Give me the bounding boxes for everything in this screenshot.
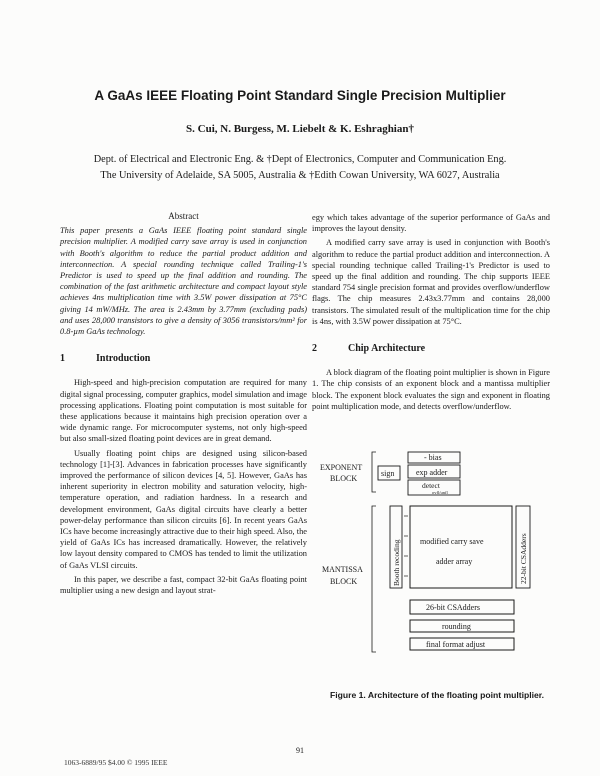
affiliation-line-2: The University of Adelaide, SA 5005, Australia & †Edith Cowan University, WA 6027, Australia <box>100 170 500 181</box>
architecture-block-diagram <box>318 446 550 678</box>
final-format-adjust-label: final format adjust <box>426 640 486 649</box>
figure-caption: Figure 1. Architecture of the floating point multiplier. <box>330 690 545 700</box>
page-number: 91 <box>296 746 304 755</box>
right-column <box>312 212 550 415</box>
summary-paragraph: A modified carry save array is used in conjunction with Booth's algorithm to reduce the partial product addition and interconnection. A special rounding technique called Trailing-1's Predictor is used to speed up the final addition and rounding. The chip supports IEEE standard 754 single precision format and provides overflow/underflow flags. The chip measures 2.43x3.77mm and contains 28,000 transistors. The simulated result of the multiplication time for the chip is 4ns, with 3.5W power dissipation at 75°C. <box>312 238 550 326</box>
copyright-footer: 1063-6889/95 $4.00 © 1995 IEEE <box>64 758 168 767</box>
section-1-title: Introduction <box>96 353 151 365</box>
section-2-title: Chip Architecture <box>348 343 426 355</box>
carry-save-array-box <box>410 506 512 588</box>
sign-label: sign <box>381 469 395 478</box>
architecture-paragraph: A block diagram of the floating point multiplier is shown in Figure 1. The chip consists of an exponent block and a mantissa multiplier block. The exponent block evaluates the sign and exponent in floating point multiplication mode, and detects overflow/underflow. <box>312 368 551 411</box>
section-2-heading <box>312 343 550 354</box>
bias-label: - bias <box>424 453 442 462</box>
mantissa-bracket <box>372 506 376 652</box>
left-column <box>60 211 307 599</box>
carry-save-array-label-1: modified carry save <box>420 537 484 546</box>
exponent-block-label-1: EXPONENT <box>320 463 363 472</box>
cs-adders-26-label: 26-bit CSAdders <box>426 603 480 612</box>
exp-adder-label: exp adder <box>416 468 448 477</box>
continued-paragraph: egy which takes advantage of the superior performance of GaAs and improves the layout density. <box>312 213 550 234</box>
section-1-heading <box>60 353 307 364</box>
mantissa-block-label-1: MANTISSA <box>322 565 363 574</box>
intro-paragraph-3: In this paper, we describe a fast, compact 32-bit GaAs floating point multiplier using a new design and layout strat- <box>60 574 307 596</box>
section-1-number: 1 <box>60 353 65 365</box>
intro-paragraph-2: Usually floating point chips are designed using silicon-based technology [1]-[3]. Advances in fabrication processes have significantly improved the performance of silicon devices [4, 5]. However, GaAs has inherent superiority in electron mobility and saturation velocity, high-temperature operation, and radiation hardness. In a research and development environment, GaAs digital circuits have clearly a better power-delay performance than silicon circuits [6]. In recent years GaAs ICs have become increasingly attractive due to their high speed. Also, the yield of GaAs ICs has increased dramatically. However, the relatively low layout density compared to CMOS has tended to limit the utilization of GaAs VLSI circuits. <box>60 448 307 570</box>
rounding-label: rounding <box>442 622 471 631</box>
intro-paragraph-1: High-speed and high-precision computation are required for many digital signal processing, computer graphics, model simulation and image processing applications. Floating point computation is most suitable for these applications because it maintains high precision operation over a wide dynamic range. For microcomputer systems, not only high-speed but also small-sized floating point devices are in great demand. <box>60 378 308 444</box>
section-2-number: 2 <box>312 343 317 355</box>
cs-adders-22-label: 22-bit CSAdders <box>519 533 528 584</box>
affiliations <box>0 152 600 184</box>
author-list: S. Cui, N. Burgess, M. Liebelt & K. Eshraghian† <box>186 123 414 135</box>
mantissa-block-label-2: BLOCK <box>330 577 358 586</box>
detect-sub-label: ovfl/unfl <box>432 490 448 495</box>
exponent-bracket <box>372 452 376 492</box>
affiliation-line-1: Dept. of Electrical and Electronic Eng. & †Dept of Electronics, Computer and Communication Eng. <box>93 154 507 165</box>
carry-save-array-label-2: adder array <box>436 557 473 566</box>
abstract-text: This paper presents a GaAs IEEE floating point standard single precision multiplier. A modified carry save array is used in conjunction with Booth's algorithm to reduce the partial product addition and interconnection. A special rounding technique called Trailing-1's Predictor is used to speed up the final addition and rounding. The combination of the fast arithmetic architecture and compact layout style achieves 4ns multiplication time with 3.5W power dissipation at 75°C giving 14 mW/MHz. The area is 2.43mm by 3.77mm (excluding pads) and uses 28,000 transistors to give a density of 3056 transistors/mm² for 0.8-µm GaAs technology. <box>60 226 307 337</box>
abstract-heading: Abstract <box>168 211 199 221</box>
booth-connector-ticks <box>404 516 408 576</box>
paper-title: A GaAs IEEE Floating Point Standard Single Precision Multiplier <box>94 88 506 103</box>
exponent-block-label-2: BLOCK <box>330 474 358 483</box>
booth-recoding-label: Booth recoding <box>392 539 401 586</box>
detect-label: detect <box>422 481 440 490</box>
